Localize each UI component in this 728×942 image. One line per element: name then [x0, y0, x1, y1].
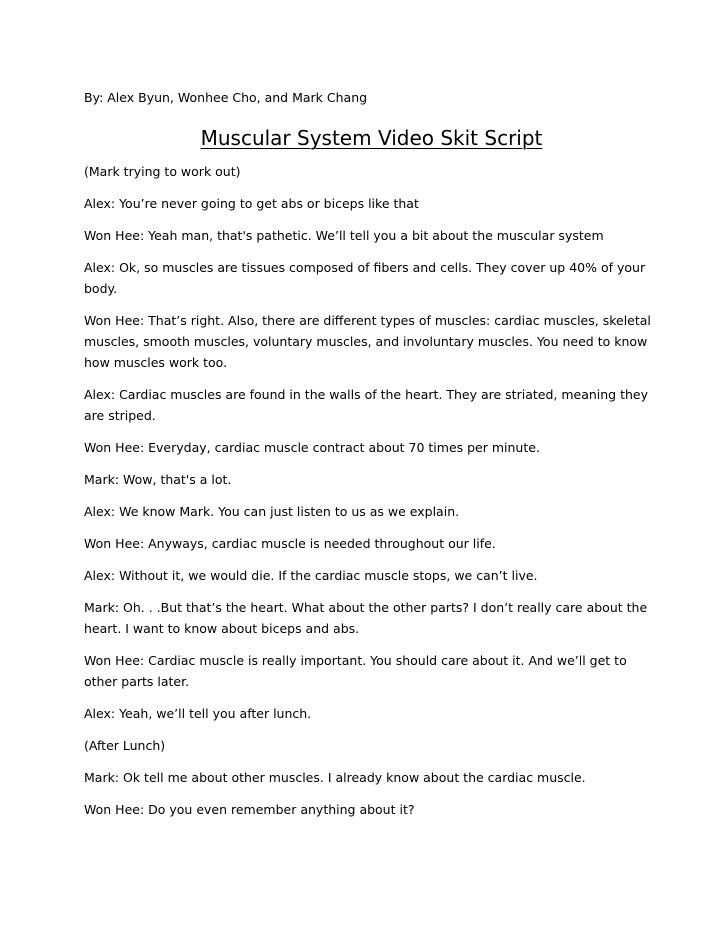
dialogue-line: Alex: Cardiac muscles are found in the walls of the heart. They are striated, meaning they are striped.	[84, 387, 648, 423]
dialogue-line: Alex: Ok, so muscles are tissues composed of fibers and cells. They cover up 40% of your body.	[84, 260, 646, 296]
dialogue-line: Mark: Ok tell me about other muscles. I already know about the cardiac muscle.	[84, 770, 586, 785]
dialogue-line: Won Hee: Do you even remember anything about it?	[84, 802, 415, 817]
dialogue-line: Won Hee: Cardiac muscle is really important. You should care about it. And we’ll get to other parts later.	[84, 653, 627, 689]
dialogue-line: Won Hee: Anyways, cardiac muscle is needed throughout our life.	[84, 536, 496, 551]
dialogue-line: Mark: Oh. . .But that’s the heart. What about the other parts? I don’t really care about the heart. I want to know about biceps and abs.	[84, 600, 648, 636]
dialogue-line: Alex: We know Mark. You can just listen to us as we explain.	[84, 504, 460, 519]
dialogue-line: Mark: Wow, that's a lot.	[84, 472, 232, 487]
dialogue-line: Won Hee: That’s right. Also, there are different types of muscles: cardiac muscles, skeletal muscles, smooth muscles, voluntary muscles, and involuntary muscles. You need to know how muscles work too.	[84, 313, 651, 370]
dialogue-line: Won Hee: Everyday, cardiac muscle contract about 70 times per minute.	[84, 440, 540, 455]
authors-line: By: Alex Byun, Wonhee Cho, and Mark Chang	[84, 90, 368, 105]
dialogue-line: Won Hee: Yeah man, that's pathetic. We’ll tell you a bit about the muscular system	[84, 228, 604, 243]
stage-direction: (After Lunch)	[84, 738, 166, 753]
dialogue-line: Alex: Without it, we would die. If the cardiac muscle stops, we can’t live.	[84, 568, 538, 583]
stage-direction: (Mark trying to work out)	[84, 164, 241, 179]
document-title: Muscular System Video Skit Script	[200, 126, 543, 150]
document-page	[84, 88, 659, 831]
dialogue-line: Alex: You’re never going to get abs or biceps like that	[84, 196, 419, 211]
dialogue-line: Alex: Yeah, we’ll tell you after lunch.	[84, 706, 312, 721]
